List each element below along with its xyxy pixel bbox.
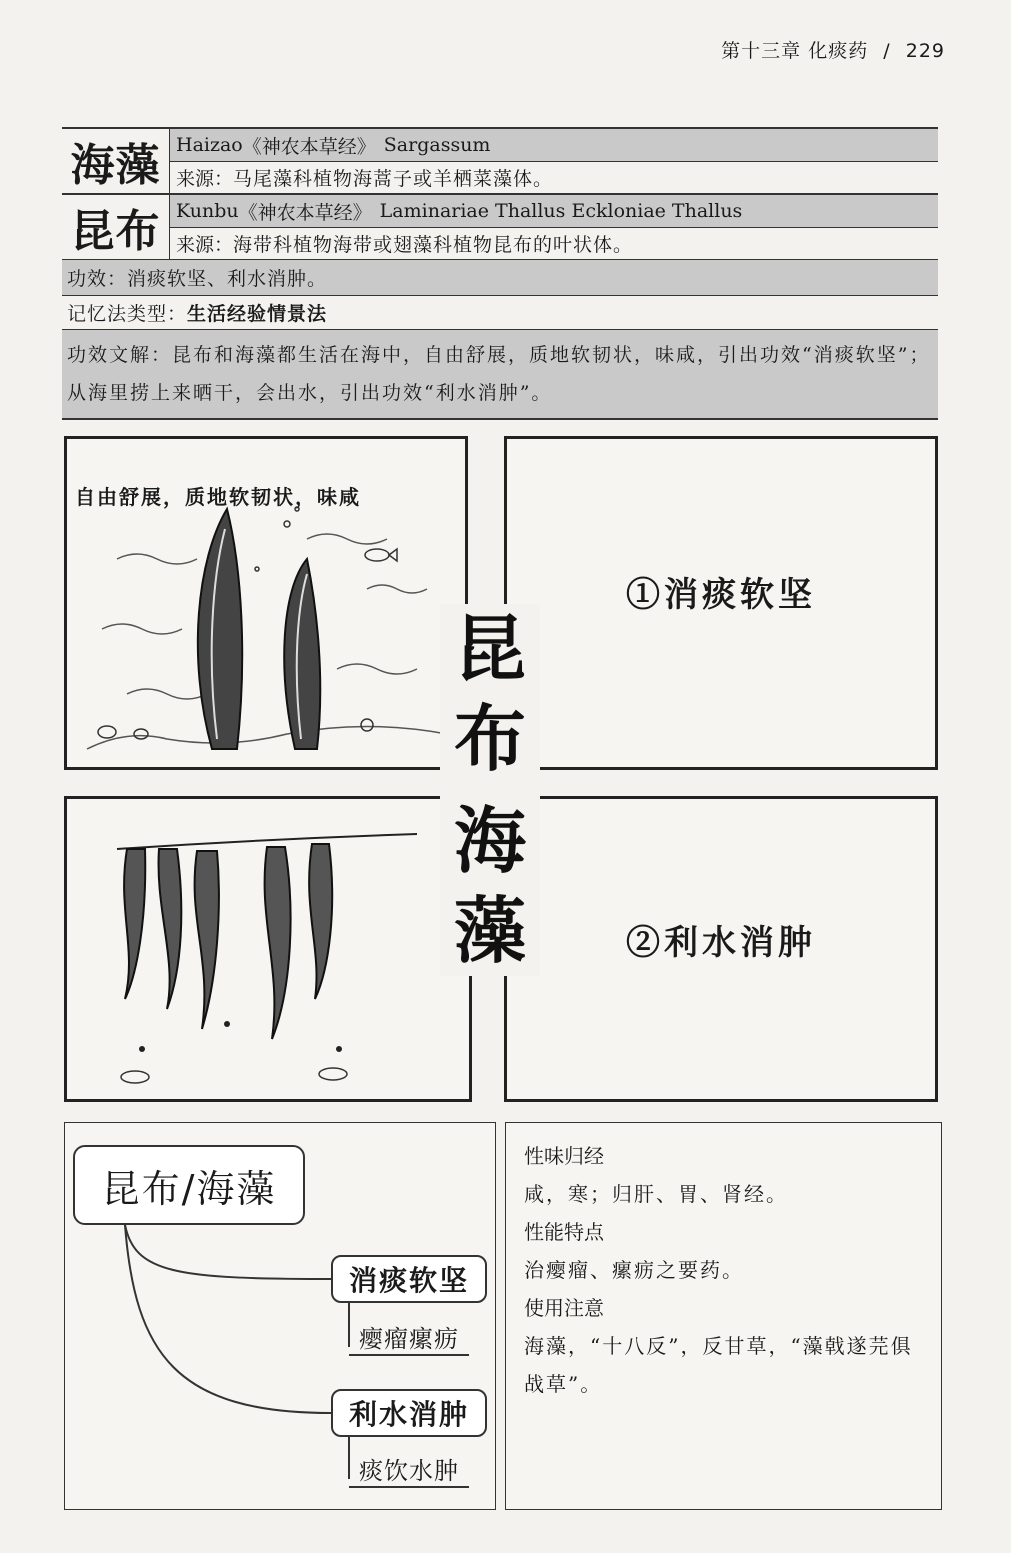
explanation-label: 功效文解： <box>67 344 173 366</box>
center-char-zao: 藻 <box>440 886 540 976</box>
herb-latin: Sargassum <box>383 134 491 156</box>
properties-box <box>505 1122 942 1510</box>
herb-name: 昆布 <box>62 195 170 259</box>
source-label: 来源： <box>176 168 234 190</box>
comic-panel-sea <box>64 436 468 770</box>
page-number: 229 <box>905 40 945 62</box>
explanation-row <box>62 329 938 420</box>
comic-panel-effect-1 <box>504 436 938 770</box>
efficacy-label: 功效： <box>67 268 128 290</box>
section-title: 化痰药 <box>808 40 869 62</box>
chapter-title: 第十三章 <box>721 40 802 62</box>
mind-map <box>64 1122 496 1510</box>
herb-latin: Laminariae Thallus Eckloniae Thallus <box>379 200 743 222</box>
page-header <box>705 36 945 63</box>
property-text: 咸，寒；归肝、胃、肾经。 <box>524 1182 788 1206</box>
comic-panel-drying <box>64 796 472 1102</box>
center-char-bu: 布 <box>440 694 540 784</box>
mind-map-root: 昆布/海藻 <box>73 1145 305 1225</box>
explanation-value: 昆布和海藻都生活在海中，自由舒展，质地软韧状，味咸，引出功效“消痰软坚”；从海里捞上来晒干，会出水，引出功效“利水消肿”。 <box>67 344 931 404</box>
property-text: 海藻，“十八反”，反甘草，“藻戟遂芫俱战草”。 <box>524 1334 913 1396</box>
property-heading: 性能特点 <box>524 1220 604 1244</box>
efficacy-row <box>62 259 938 295</box>
herb-row-kunbu <box>62 193 938 259</box>
center-char-hai: 海 <box>440 796 540 886</box>
efficacy-value: 消痰软坚、利水消肿。 <box>127 268 328 290</box>
mind-map-subnode: 痰饮水肿 <box>349 1451 469 1488</box>
center-char-kun: 昆 <box>440 604 540 694</box>
herb-book: 《神农本草经》 <box>238 201 372 224</box>
kelp-in-sea-drawing <box>67 439 465 767</box>
property-heading: 性味归经 <box>524 1144 604 1168</box>
herb-book: 《神农本草经》 <box>242 135 376 158</box>
herb-info-table <box>62 127 938 420</box>
herb-pinyin: Kunbu <box>176 200 239 222</box>
effect-2-text: ②利水消肿 <box>626 923 816 963</box>
drying-kelp-drawing <box>67 799 469 1099</box>
memory-label: 记忆法类型： <box>67 303 188 325</box>
header-separator: / <box>883 40 891 62</box>
effect-1-text: ①消痰软坚 <box>626 575 816 615</box>
property-heading: 使用注意 <box>524 1296 604 1320</box>
source-label: 来源： <box>176 234 234 256</box>
comic-panel-effect-2 <box>504 796 938 1102</box>
herb-title-line <box>170 129 938 162</box>
mind-map-node: 利水消肿 <box>331 1389 487 1437</box>
herb-title-line <box>170 195 938 228</box>
herb-row-haizao <box>62 127 938 193</box>
herb-source: 马尾藻科植物海蒿子或羊栖菜藻体。 <box>233 168 554 190</box>
memory-value: 生活经验情景法 <box>187 303 328 325</box>
mind-map-subnode: 瘿瘤瘰疬 <box>349 1319 469 1356</box>
memory-row <box>62 295 938 329</box>
panel-caption: 自由舒展，质地软韧状，味咸 <box>75 485 361 509</box>
mind-map-node: 消痰软坚 <box>331 1255 487 1303</box>
property-text: 治瘿瘤、瘰疬之要药。 <box>524 1258 744 1282</box>
comic-illustration <box>64 436 940 1106</box>
herb-source: 海带科植物海带或翅藻科植物昆布的叶状体。 <box>233 234 634 256</box>
herb-name: 海藻 <box>62 129 170 193</box>
herb-pinyin: Haizao <box>176 134 243 156</box>
herb-source-line <box>170 228 938 259</box>
herb-source-line <box>170 162 938 193</box>
